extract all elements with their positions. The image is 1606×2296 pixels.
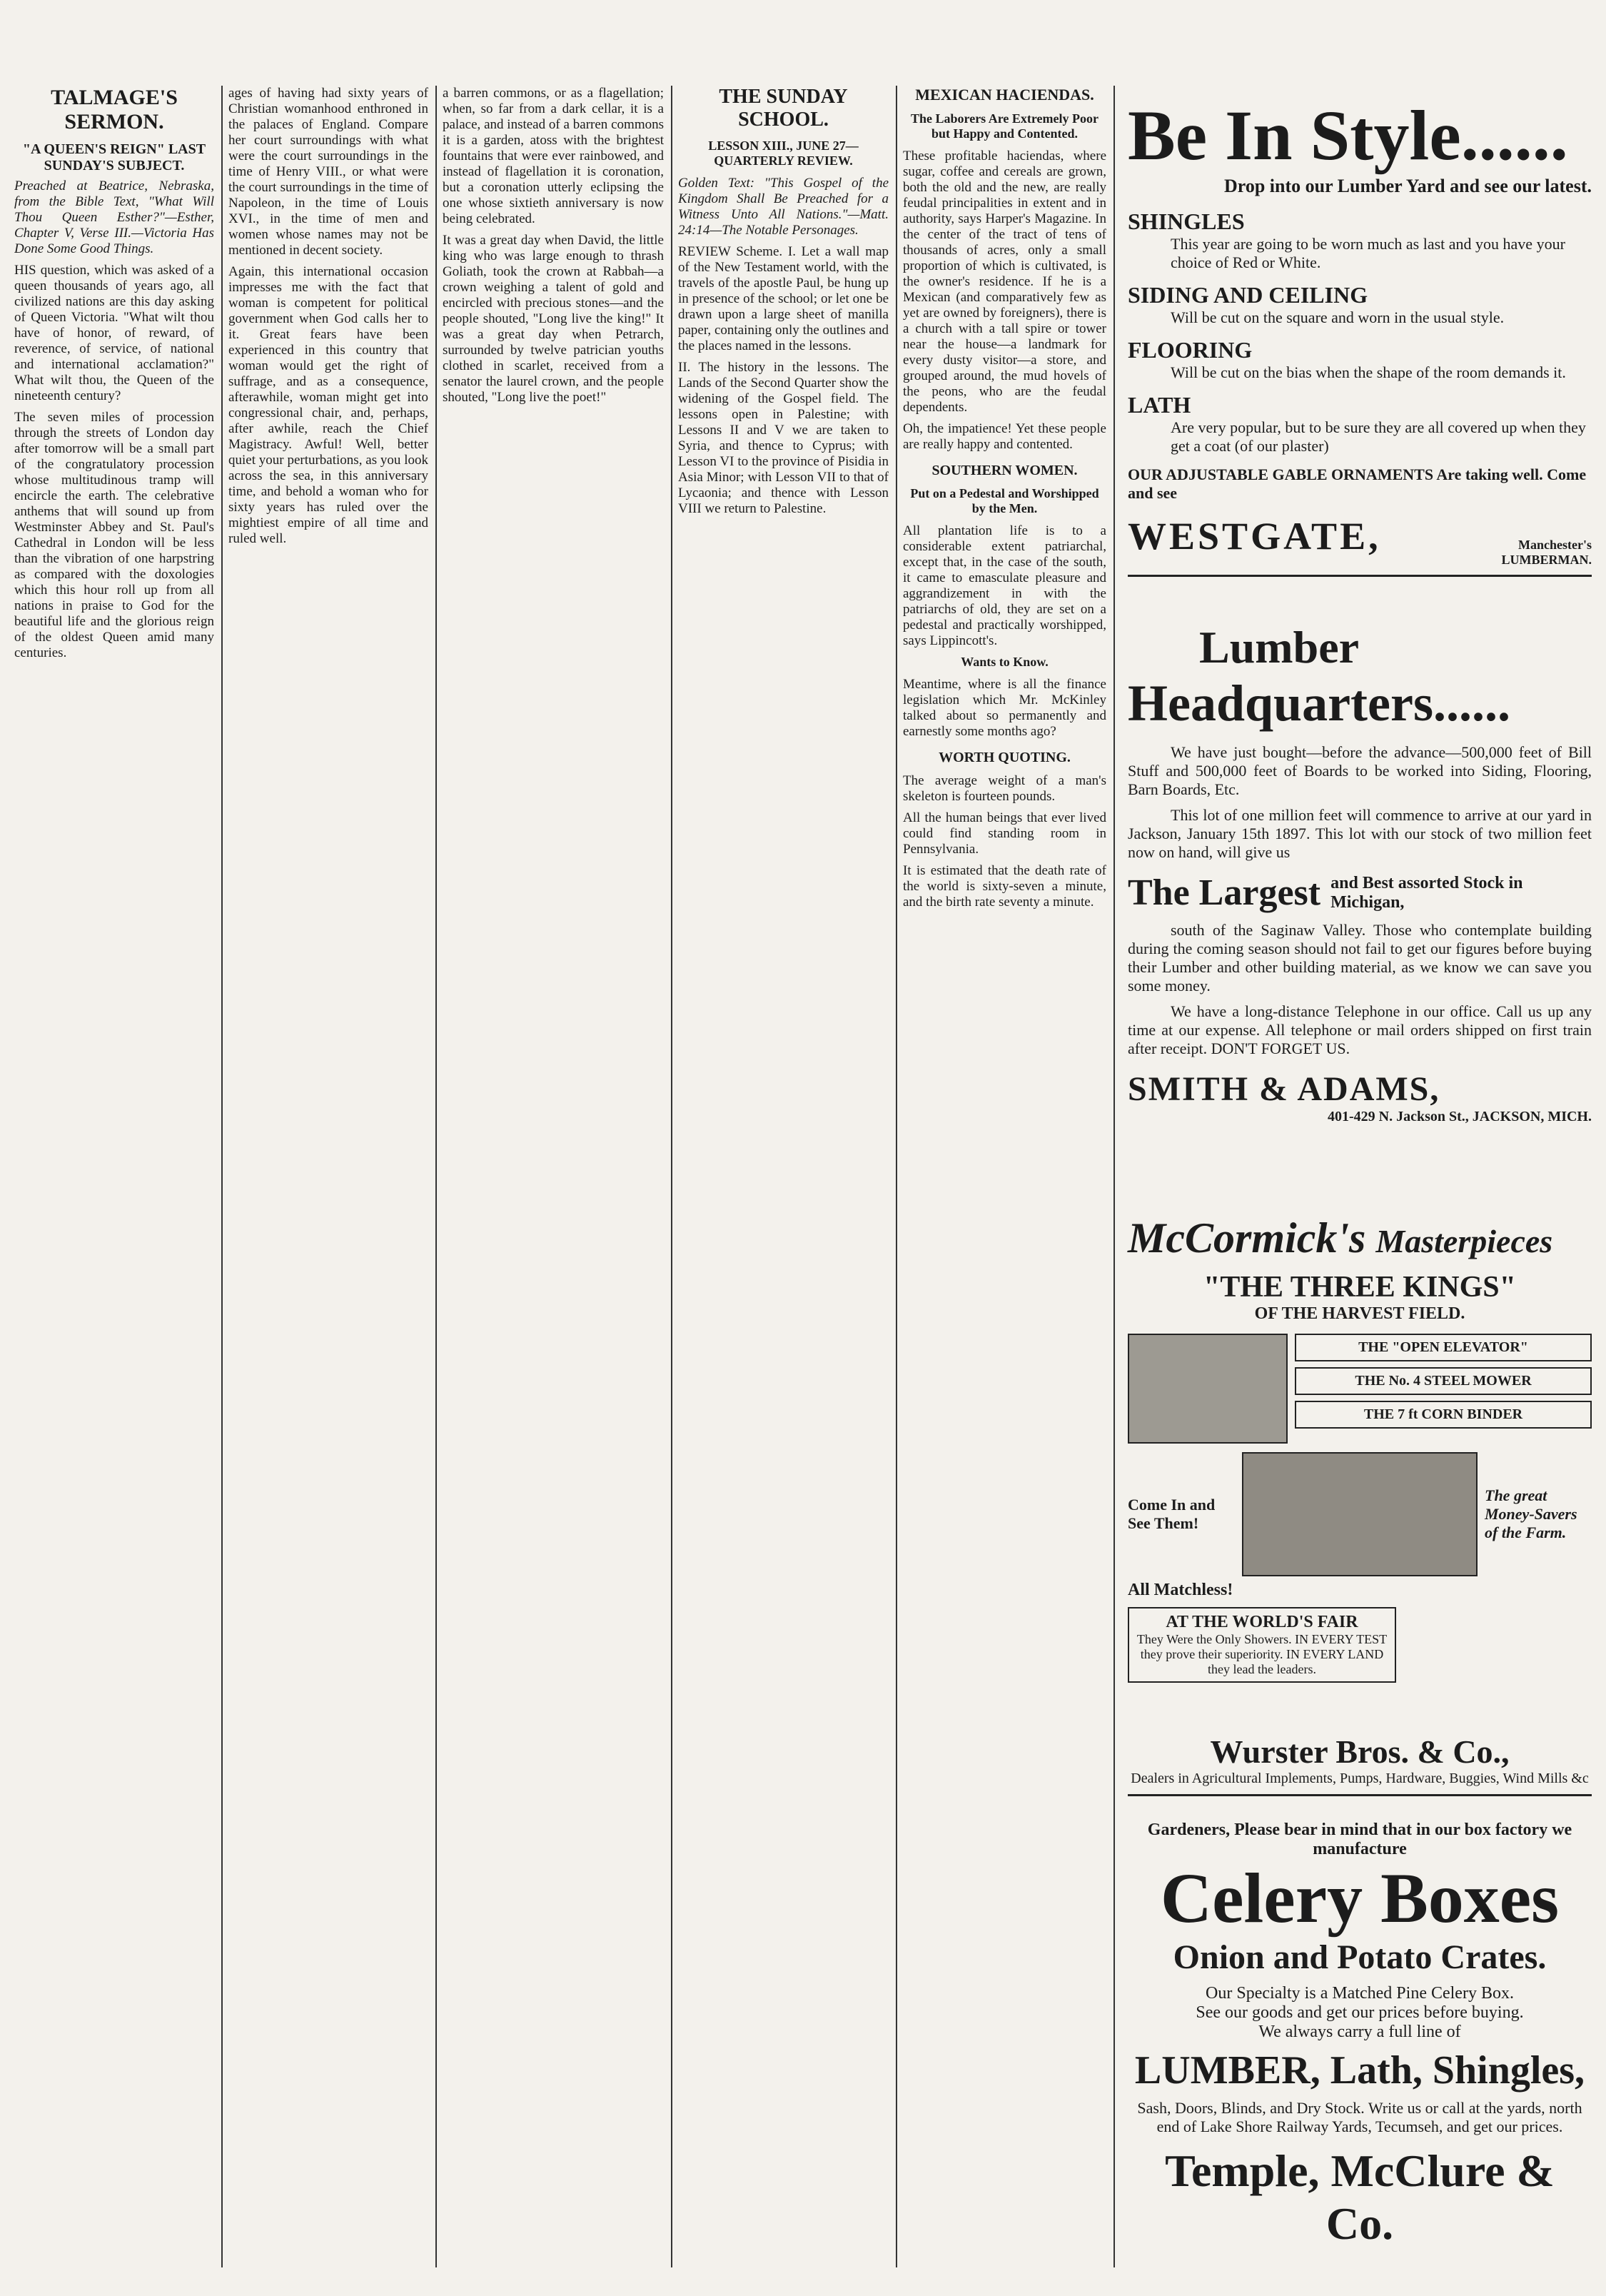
harvester-illustration [1128, 1334, 1288, 1444]
article-paragraph: II. The history in the lessons. The Lands of the Second Quarter show the widening of the Gospel field. The lessons open in Palestine; with Lessons II and V we are taken to Syria, and thence to Cyprus; with Lesson VI to the province of Pisidia in Asia Minor; with Lesson VII to that of Lycaonia; and thence with Lesson VIII we return to Palestine. [678, 360, 889, 516]
ad-text: This lot of one million feet will commence to arrive at our yard in Jackson, January 15th 1897. This lot with our stock of two million feet now on hand, will give us [1128, 806, 1592, 861]
ad-divider [1128, 1794, 1592, 1796]
ad-subheading: and Best assorted Stock in Michigan, [1330, 873, 1523, 912]
ad-headline: Celery Boxes [1160, 1858, 1560, 1938]
ad-text: We always carry a full line of [1258, 2023, 1461, 2041]
ad-subheading: FLOORING [1128, 337, 1253, 363]
article-title: MEXICAN HACIENDAS. [915, 86, 1094, 104]
ad-headline: Be In Style...... [1128, 96, 1568, 175]
ad-subheading: OF THE HARVEST FIELD. [1254, 1304, 1465, 1323]
ad-product: THE 7 ft CORN BINDER [1295, 1401, 1592, 1429]
ad-text: The great Money-Savers of the Farm. [1485, 1486, 1577, 1541]
ad-smith-adams [1128, 621, 1592, 1125]
article-title: SOUTHERN WOMEN. [931, 463, 1078, 478]
ad-lumber-westgate [1128, 96, 1592, 584]
article-paragraph: Meantime, where is all the finance legislation which Mr. McKinley talked about so permanently and earnestly some months ago? [903, 677, 1106, 739]
article-paragraph: The average weight of a man's skeleton is fourteen pounds. [903, 773, 1106, 804]
article-paragraph: Again, this international occasion impresses me with the fact that woman is competent for political government when God calls her to it. Great fears have been experienced in this country that woman would get the right of suffrage, and as a consequence, afterawhile, woman might get into congressional chair, and, perhaps, after awhile, reach the Chief Magistracy. Awful! Well, better quiet your perturbations, as you look across the sea, in this anniversary time, and behold a woman who for sixty years has ruled over the mightiest empire of all time and ruled well. [228, 264, 428, 546]
ad-company-name: SMITH & ADAMS, [1128, 1070, 1440, 1108]
ad-mccormick [1128, 1214, 1592, 1803]
article-intro: Preached at Beatrice, Nebraska, from the Bible Text, "What Will Thou Queen Esther?"—Esther, Chapter V, Verse III.—Victoria Has Done Some Good Things. [14, 178, 214, 256]
ad-text: south of the Saginaw Valley. Those who contemplate building during the coming season should not fail to get our figures before buying their Lumber and other building material, as we know we can save you some money. [1128, 921, 1592, 995]
article-paragraph: REVIEW Scheme. I. Let a wall map of the New Testament world, with the travels of the apostle Paul, be hung up in presence of the school; or let one be drawn upon a large sheet of manilla paper, containing only the outlines and the places named in the lessons. [678, 244, 889, 353]
golden-text: Golden Text: "This Gospel of the Kingdom Shall Be Preached for a Witness Unto All Nations."—Matt. 24:14—The Notable Personages. [678, 176, 889, 238]
ad-text: Gardeners, Please bear in mind that in our box factory we manufacture [1147, 1821, 1572, 1858]
ad-text: Dealers in Agricultural Implements, Pumps, Hardware, Buggies, Wind Mills &c [1131, 1771, 1589, 1786]
ad-headline: Lumber [1199, 622, 1359, 673]
ad-text: All Matchless! [1128, 1581, 1233, 1599]
article-paragraph: HIS question, which was asked of a queen thousands of years ago, all civilized nations are this day asking of Queen Victoria. "What wilt thou have of honor, of reward, of reverence, of service, of national and international acclamation?" What wilt thou, the Queen of the nineteenth century? [14, 263, 214, 403]
ad-text: OUR ADJUSTABLE GABLE ORNAMENTS Are taking well. Come and see [1128, 465, 1587, 502]
ad-company-name: WESTGATE, [1128, 515, 1381, 558]
article-paragraph: It is estimated that the death rate of the world is sixty-seven a minute, and the birth rate seventy a minute. [903, 863, 1106, 910]
article-paragraph: It was a great day when David, the little king who was large enough to thrash Goliath, took the crown at Rabbah—a crown weighing a talent of gold and encircled with precious stones—and the people shouted, "Long live the king!" It was a great day when Petrarch, surrounded by twelve patrician youths clothed in scarlet, received from a senator the laurel crown, and the people shouted, "Long live the poet!" [443, 233, 664, 405]
article-subtitle: Put on a Pedestal and Worshipped by the Men. [910, 486, 1099, 515]
ad-text: They Were the Only Showers. IN EVERY TEST they prove their superiority. IN EVERY LAND they lead the leaders. [1136, 1632, 1388, 1676]
ad-text: Come In and See Them! [1128, 1496, 1216, 1532]
horses-illustration [1242, 1452, 1478, 1576]
ad-company-tag: Manchester's LUMBERMAN. [1501, 538, 1592, 567]
article-paragraph: The seven miles of procession through the streets of London day after tomorrow will be a small part of the congratulatory procession whose multitudinous tramp will encircle the earth. The celebrative anthems that will sound up from Westminster Abbey and St. Paul's Cathedral in London will be less than the vibration of one harpstring as compared with the doxologies which this hour roll up from all nations in praise to God for the beautiful life and the glorious reign of the oldest Queen amid many centuries. [14, 410, 214, 660]
ad-headline: McCormick's [1128, 1214, 1366, 1262]
ad-subheading: "THE THREE KINGS" [1203, 1271, 1516, 1304]
ad-subheading: LATH [1128, 392, 1191, 418]
ad-headline: The Largest [1128, 872, 1321, 913]
column-talmage-sermon [14, 86, 214, 2275]
article-paragraph: a barren commons, or as a flagellation; when, so far from a dark cellar, it is a palace, and instead of a barren commons it is a garden, atoss with the brightest fountains that were ever rainbowed, and instead of flagellation it is coronation, but a coronation utterly eclipsing the one whose sixtieth anniversary is now being celebrated. [443, 86, 664, 226]
column-mexican-haciendas [903, 86, 1106, 2275]
ad-headline: Masterpieces [1375, 1223, 1553, 1259]
article-subtitle: "A QUEEN'S REIGN" LAST SUNDAY'S SUBJECT. [22, 141, 206, 173]
article-title: TALMAGE'S SERMON. [51, 86, 178, 134]
article-paragraph: These profitable haciendas, where sugar, coffee and cereals are grown, both the old and the new, are really feudal principalities in extent and in authority, says Harper's Magazine. In the center of the tract of tens of thousands of acres, only a small proportion of which is cultivated, is the owner's residence. If he is a Mexican (and comparatively few as yet are owned by foreigners), there is a church with a tall spire or tower near the house—a landmark for every dusty visitor—a store, and grouped around, the mud hovels of the peons, who are the feudal dependents. [903, 148, 1106, 415]
ad-text: See our goods and get our prices before buying. [1196, 2003, 1524, 2022]
ad-product: THE "OPEN ELEVATOR" [1295, 1334, 1592, 1361]
ad-subheading: SIDING AND CEILING [1128, 282, 1368, 308]
column-rule [1113, 86, 1115, 2267]
ad-address: 401-429 N. Jackson St., JACKSON, MICH. [1327, 1109, 1592, 1124]
column-sermon-continued [228, 86, 428, 2275]
article-paragraph: All the human beings that ever lived could find standing room in Pennsylvania. [903, 810, 1106, 857]
article-title: Wants to Know. [961, 655, 1049, 669]
ad-headline: LUMBER, Lath, Shingles, [1134, 2048, 1585, 2093]
column-sunday-school [678, 86, 889, 2275]
ad-text: This year are going to be worn much as last and you have your choice of Red or White. [1171, 235, 1565, 271]
ad-text: Will be cut on the bias when the shape of the room demands it. [1171, 363, 1566, 381]
article-paragraph: ages of having had sixty years of Christian womanhood enthroned in the palaces of England. Compare her court surroundings with what were the court surroundings in the time of Henry VIII., or what were the court surroundings in the time of Napoleon, in the time of Louis XVI., in the time of men and women whose names may not be mentioned in decent society. [228, 86, 428, 258]
column-rule [435, 86, 437, 2267]
ad-text: Our Specialty is a Matched Pine Celery Box. [1206, 1984, 1514, 2003]
ad-temple-mcclure [1128, 1821, 1592, 2250]
ad-text: We have just bought—before the advance—500,000 feet of Bill Stuff and 500,000 feet of Boards to be worked into Siding, Flooring, Barn Boards, Etc. [1128, 743, 1592, 798]
article-paragraph: All plantation life is to a considerable extent patriarchal, except that, in the case of the south, it came to emasculate pleasure and aggrandizement in with the patriarchs of old, they are set on a pedestal and practically worshipped, says Lippincott's. [903, 523, 1106, 648]
lesson-heading: LESSON XIII., JUNE 27—QUARTERLY REVIEW. [708, 139, 859, 168]
column-rule [221, 86, 223, 2267]
ad-company-name: Wurster Bros. & Co., [1210, 1733, 1510, 1770]
ad-subheading: SHINGLES [1128, 208, 1245, 234]
ad-text: Sash, Doors, Blinds, and Dry Stock. Write us or call at the yards, north end of Lake Shore Railway Yards, Tecumseh, and get our prices. [1137, 2099, 1582, 2135]
ad-product: THE No. 4 STEEL MOWER [1295, 1367, 1592, 1395]
ad-text: Are very popular, but to be sure they are all covered up when they get a coat (of our plaster) [1171, 418, 1586, 455]
article-paragraph: Oh, the impatience! Yet these people are really happy and contented. [903, 421, 1106, 452]
ad-tagline: Drop into our Lumber Yard and see our latest. [1224, 176, 1592, 196]
column-rule [671, 86, 672, 2267]
ad-company-name: Temple, McClure & Co. [1165, 2145, 1555, 2249]
ad-text: Will be cut on the square and worn in the usual style. [1171, 308, 1505, 326]
ad-headline: Onion and Potato Crates. [1173, 1938, 1547, 1976]
article-title: THE SUNDAY SCHOOL. [719, 86, 848, 131]
ad-headline: Headquarters...... [1128, 675, 1510, 732]
column-sermon-continued-2 [443, 86, 664, 2275]
ad-subheading: AT THE WORLD'S FAIR [1166, 1613, 1358, 1631]
article-subtitle: The Laborers Are Extremely Poor but Happy and Contented. [911, 111, 1099, 141]
ad-divider [1128, 575, 1592, 577]
column-rule [896, 86, 897, 2267]
article-title: WORTH QUOTING. [939, 750, 1071, 765]
ad-text: We have a long-distance Telephone in our office. Call us up any time at our expense. All telephone or mail orders shipped on first train after receipt. DON'T FORGET US. [1128, 1002, 1592, 1057]
